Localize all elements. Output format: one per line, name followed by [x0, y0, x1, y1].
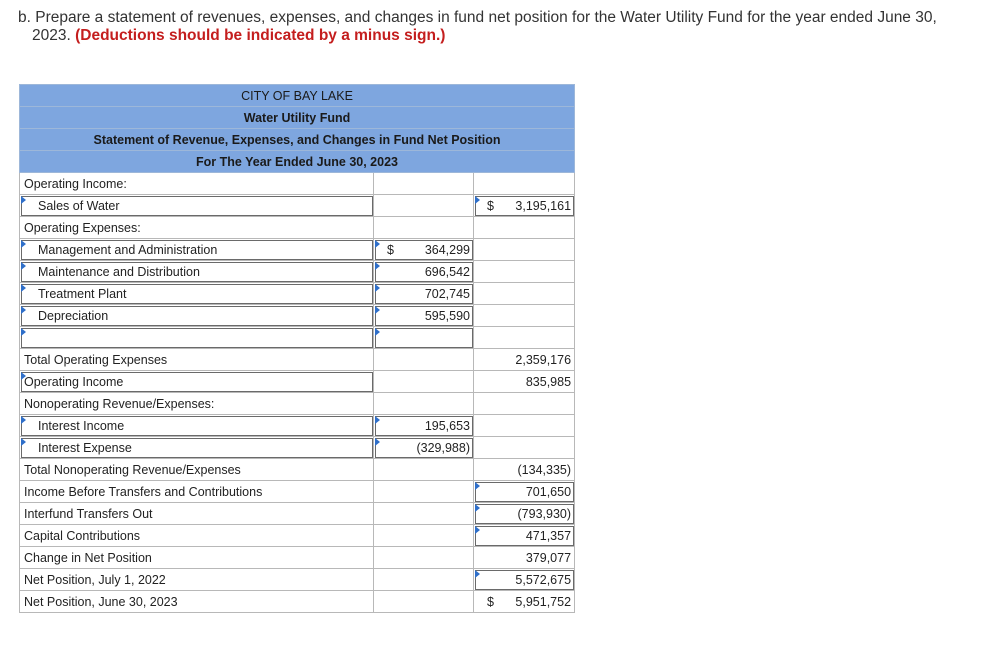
table-row — [20, 459, 575, 481]
np-end-label: Net Position, June 30, 2023 — [20, 591, 374, 613]
empty-cell — [374, 459, 474, 481]
header-row — [20, 129, 575, 151]
empty-cell — [474, 217, 575, 239]
table-row — [20, 173, 575, 195]
empty-cell — [374, 591, 474, 613]
table-row — [20, 371, 575, 393]
capital-value-input[interactable]: 471,357 — [474, 525, 575, 547]
header-row — [20, 85, 575, 107]
sales-label-input[interactable]: Sales of Water — [20, 195, 374, 217]
empty-cell — [474, 261, 575, 283]
interest-income-value-input[interactable]: 195,653 — [374, 415, 474, 437]
empty-cell — [374, 525, 474, 547]
transfers-out-value-input[interactable]: (793,930) — [474, 503, 575, 525]
currency-symbol: $ — [487, 594, 494, 609]
income-before-label: Income Before Transfers and Contributions — [20, 481, 374, 503]
total-nonop-label: Total Nonoperating Revenue/Expenses — [20, 459, 374, 481]
depr-label-input[interactable]: Depreciation — [20, 305, 374, 327]
np-begin-label: Net Position, July 1, 2022 — [20, 569, 374, 591]
interest-expense-value-input[interactable]: (329,988) — [374, 437, 474, 459]
table-row — [20, 261, 575, 283]
empty-cell — [474, 239, 575, 261]
instructions — [18, 9, 978, 45]
table-row — [20, 415, 575, 437]
total-opex-value: 2,359,176 — [474, 349, 575, 371]
capital-label: Capital Contributions — [20, 525, 374, 547]
change-label: Change in Net Position — [20, 547, 374, 569]
title-fund: Water Utility Fund — [20, 107, 575, 129]
treat-value-input[interactable]: 702,745 — [374, 283, 474, 305]
value-text: 3,195,161 — [515, 198, 572, 213]
empty-cell — [374, 393, 474, 415]
empty-cell — [474, 393, 575, 415]
table-row — [20, 327, 575, 349]
empty-cell — [474, 283, 575, 305]
table-row — [20, 305, 575, 327]
empty-cell — [474, 437, 575, 459]
depr-value-input[interactable]: 595,590 — [374, 305, 474, 327]
interest-expense-label-input[interactable]: Interest Expense — [20, 437, 374, 459]
table-row — [20, 393, 575, 415]
table-row — [20, 349, 575, 371]
np-end-value — [474, 591, 575, 613]
empty-cell — [374, 569, 474, 591]
title-statement: Statement of Revenue, Expenses, and Changes in Fund Net Position — [20, 129, 575, 151]
transfers-out-label: Interfund Transfers Out — [20, 503, 374, 525]
header-row — [20, 151, 575, 173]
table-row — [20, 239, 575, 261]
table-row — [20, 591, 575, 613]
blank-label-input[interactable] — [20, 327, 374, 349]
empty-cell — [374, 547, 474, 569]
value-text: 5,951,752 — [515, 594, 572, 609]
mgmt-label-input[interactable]: Management and Administration — [20, 239, 374, 261]
table-row — [20, 283, 575, 305]
instructions-line-2-prefix: 2023. — [32, 27, 76, 44]
header-row — [20, 107, 575, 129]
empty-cell — [474, 173, 575, 195]
total-nonop-value: (134,335) — [474, 459, 575, 481]
value-text: 364,299 — [424, 242, 470, 257]
table-row — [20, 195, 575, 217]
blank-value-input[interactable] — [374, 327, 474, 349]
op-income-label-input[interactable]: Operating Income — [20, 371, 374, 393]
title-city: CITY OF BAY LAKE — [20, 85, 575, 107]
np-begin-value-input[interactable]: 5,572,675 — [474, 569, 575, 591]
table-row — [20, 217, 575, 239]
empty-cell — [474, 415, 575, 437]
instructions-line-1: b. Prepare a statement of revenues, expenses, and changes in fund net position for the Water Utility Fund for the year ended June 30, — [18, 9, 937, 26]
empty-cell — [474, 305, 575, 327]
title-period: For The Year Ended June 30, 2023 — [20, 151, 575, 173]
table-row — [20, 525, 575, 547]
empty-cell — [374, 349, 474, 371]
empty-cell — [374, 195, 474, 217]
maint-value-input[interactable]: 696,542 — [374, 261, 474, 283]
table-row — [20, 569, 575, 591]
empty-cell — [374, 217, 474, 239]
currency-symbol: $ — [387, 242, 394, 257]
currency-symbol: $ — [487, 198, 494, 213]
empty-cell — [374, 481, 474, 503]
operating-expenses-header: Operating Expenses: — [20, 217, 374, 239]
treat-label-input[interactable]: Treatment Plant — [20, 283, 374, 305]
instructions-line-2 — [18, 27, 978, 45]
mgmt-value-input[interactable] — [374, 239, 474, 261]
interest-income-label-input[interactable]: Interest Income — [20, 415, 374, 437]
empty-cell — [374, 503, 474, 525]
empty-cell — [374, 371, 474, 393]
income-before-value-input[interactable]: 701,650 — [474, 481, 575, 503]
op-income-value: 835,985 — [474, 371, 575, 393]
table-row — [20, 481, 575, 503]
table-row — [20, 437, 575, 459]
operating-income-header: Operating Income: — [20, 173, 374, 195]
empty-cell — [374, 173, 474, 195]
nonop-header: Nonoperating Revenue/Expenses: — [20, 393, 374, 415]
table-row — [20, 503, 575, 525]
instructions-requirement: (Deductions should be indicated by a minus sign.) — [75, 27, 446, 44]
change-value: 379,077 — [474, 547, 575, 569]
total-opex-label: Total Operating Expenses — [20, 349, 374, 371]
sales-value-input[interactable] — [474, 195, 575, 217]
maint-label-input[interactable]: Maintenance and Distribution — [20, 261, 374, 283]
empty-cell — [474, 327, 575, 349]
table-row — [20, 547, 575, 569]
statement-table — [19, 84, 575, 613]
